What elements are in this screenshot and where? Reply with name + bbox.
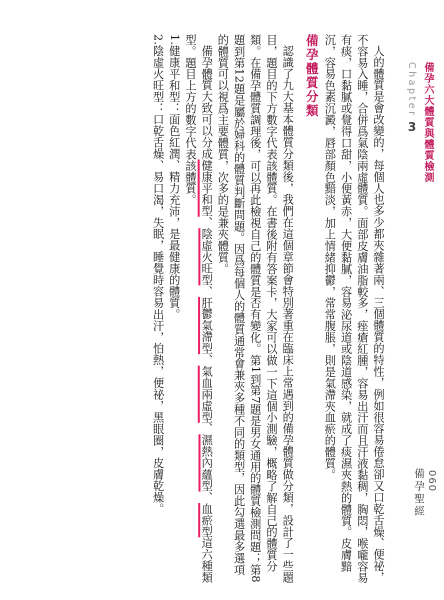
body-text: [41, 34, 386, 584]
separator: 、: [200, 491, 214, 504]
separator: 、: [200, 354, 214, 366]
separator: 、: [200, 216, 214, 229]
type-blood-stasis: 血瘀型: [200, 503, 214, 538]
chapter-label: Chapter: [406, 62, 417, 118]
list-item-yin-deficiency: 2.陰虛火旺型：口乾舌燥、易口渴，失眠，睡覺時容易出汗，怕熱，便祕，黑眼圈，皮膚乾燥。: [151, 34, 165, 515]
chapter-number: 3: [407, 120, 417, 134]
section-heading: 備孕體質分類: [304, 34, 320, 118]
paragraph-types: [182, 34, 214, 584]
types-intro: 備孕體質大致可以分成: [200, 45, 214, 160]
separator: 、: [200, 423, 214, 435]
running-head: [404, 62, 438, 302]
type-qi-blood-deficiency: 氣血兩虛型: [200, 365, 214, 424]
paragraph-quiz-intro: 認識了九大基本體質分類後，我們在這個章節會特別著重在臨床上常遇到的備孕體質做分類，設計了一些題目，題目的下方數字代表該體質。在書後附有答案卡，大家可以做一下這個小測驗，概略了解自己的體質分類。在備孕體質調理後，可以再此檢視自己的體質是否有變化。第1到第7題是男女通用的體質檢測問題；第8題到第12題是屬於婦科的體質判斷問題。因爲每個人的體質通常會兼夾多種不同的類型，因此勾選最多選項的體質可以視爲主要體質，次多的是兼夾體質。: [216, 34, 295, 584]
type-damp-heat: 濕熱內蘊型: [200, 434, 214, 492]
page-number: 060: [426, 470, 437, 493]
types-outro: 這六種類型。題目上方的數字代表該體質。: [183, 34, 214, 584]
paragraph-constitution-mix: 人的體質是會改變的，每個人也多少都夾雜著兩、三個體質的特性，例如很容易倦怠卻又口乾舌燥、便祕，不容易入睡，合併爲氣陰兩虛體質。面部皮膚油脂較多，痤瘡紅腫，容易出汗而且汗液黏稠，胸悶，喉嚨容易有痰，口黏膩或覺得口甜，小便黃赤，大便黏膩，容易泌尿道或陰道感染，就成了痰濕夾熱的體質。皮膚黯沉，容易色素沉澱，唇部顏色黯淡，加上情緒抑鬱，常常腹脹，則是氣滯夾血瘀的體質。: [323, 34, 385, 584]
type-yin-deficiency: 陰虛火旺型: [200, 228, 214, 286]
separator: 、: [200, 285, 214, 298]
list-item-balanced: 1.健康平和型：面色紅潤、精力充沛，是最健康的體質。: [167, 34, 181, 320]
type-liver-qi-stagnation: 肝鬱氣滯型: [200, 297, 214, 355]
book-title: 備孕聖經: [413, 468, 425, 518]
type-balanced: 健康平和型: [200, 159, 214, 217]
chapter-title: 備孕六大體質與體質檢測: [422, 62, 433, 183]
